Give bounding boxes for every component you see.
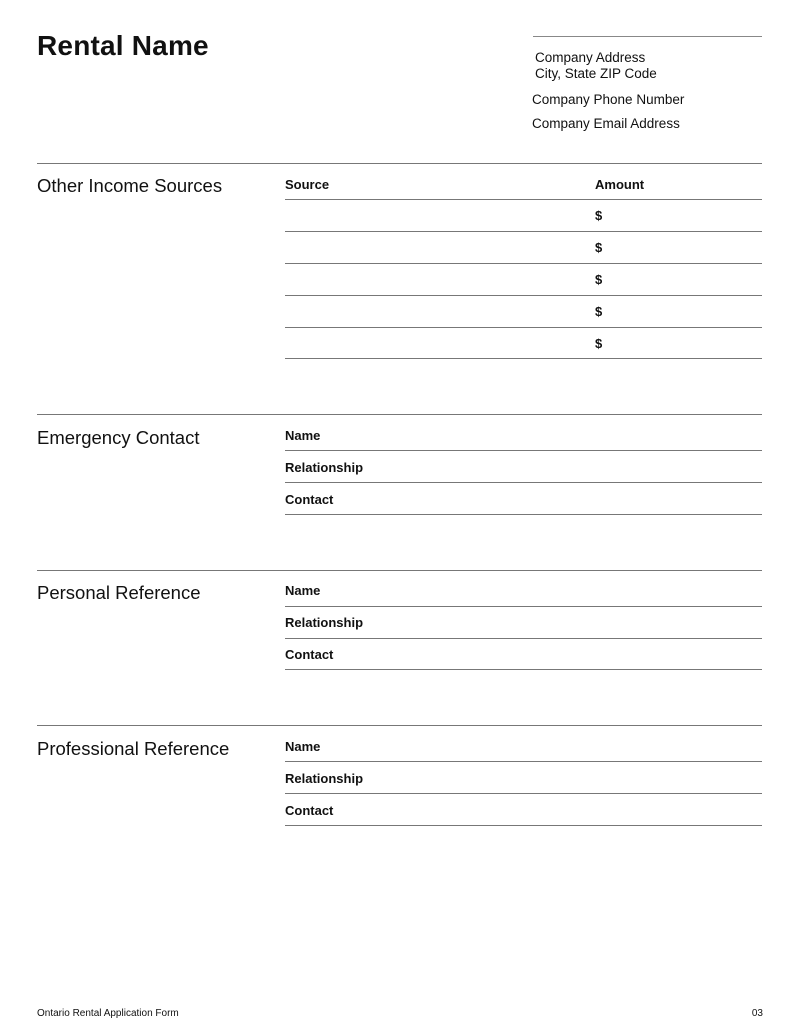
section-title-professional: Professional Reference bbox=[37, 738, 230, 759]
row-divider bbox=[285, 199, 762, 200]
section-title-income: Other Income Sources bbox=[37, 175, 223, 196]
company-divider bbox=[533, 36, 762, 37]
field-underline bbox=[285, 514, 762, 515]
section-divider bbox=[37, 414, 762, 415]
emergency-name-input[interactable] bbox=[370, 424, 764, 450]
column-header-amount: Amount bbox=[595, 177, 645, 192]
field-label-relationship: Relationship bbox=[285, 771, 364, 786]
currency-symbol: $ bbox=[595, 208, 603, 223]
income-amount-input-3[interactable] bbox=[607, 266, 761, 294]
currency-symbol: $ bbox=[595, 272, 603, 287]
income-source-input-1[interactable] bbox=[285, 202, 589, 230]
row-divider bbox=[285, 231, 762, 232]
field-label-contact: Contact bbox=[285, 492, 334, 507]
page-number: 03 bbox=[751, 1008, 763, 1019]
section-title-emergency: Emergency Contact bbox=[37, 427, 200, 448]
field-label-name: Name bbox=[285, 428, 321, 443]
section-divider bbox=[37, 570, 762, 571]
field-underline bbox=[285, 825, 762, 826]
field-label-contact: Contact bbox=[285, 647, 334, 662]
rental-name-title: Rental Name bbox=[37, 30, 209, 61]
section-divider bbox=[37, 163, 762, 164]
field-underline bbox=[285, 450, 762, 451]
income-source-input-2[interactable] bbox=[285, 234, 589, 262]
income-source-input-3[interactable] bbox=[285, 266, 589, 294]
field-underline bbox=[285, 761, 762, 762]
footer-form-name: Ontario Rental Application Form bbox=[37, 1008, 179, 1019]
income-source-input-5[interactable] bbox=[285, 330, 589, 358]
row-divider bbox=[285, 358, 762, 359]
row-divider bbox=[285, 263, 762, 264]
field-underline bbox=[285, 606, 762, 607]
column-header-source: Source bbox=[285, 177, 330, 192]
professional-name-input[interactable] bbox=[370, 735, 764, 761]
section-title-personal: Personal Reference bbox=[37, 582, 201, 603]
income-amount-input-2[interactable] bbox=[607, 234, 761, 262]
emergency-relationship-input[interactable] bbox=[370, 456, 764, 482]
professional-contact-input[interactable] bbox=[370, 799, 764, 825]
personal-contact-input[interactable] bbox=[370, 643, 764, 669]
company-city-state-zip: City, State ZIP Code bbox=[535, 66, 657, 81]
field-label-contact: Contact bbox=[285, 803, 334, 818]
income-source-input-4[interactable] bbox=[285, 298, 589, 326]
company-address: Company Address bbox=[535, 50, 646, 65]
company-email: Company Email Address bbox=[532, 116, 680, 131]
income-amount-input-5[interactable] bbox=[607, 330, 761, 358]
personal-name-input[interactable] bbox=[370, 579, 764, 605]
income-amount-input-4[interactable] bbox=[607, 298, 761, 326]
section-divider bbox=[37, 725, 762, 726]
professional-relationship-input[interactable] bbox=[370, 767, 764, 793]
currency-symbol: $ bbox=[595, 240, 603, 255]
field-label-relationship: Relationship bbox=[285, 460, 364, 475]
field-label-name: Name bbox=[285, 739, 321, 754]
company-phone: Company Phone Number bbox=[532, 92, 685, 107]
field-underline bbox=[285, 793, 762, 794]
row-divider bbox=[285, 295, 762, 296]
field-underline bbox=[285, 482, 762, 483]
field-underline bbox=[285, 638, 762, 639]
currency-symbol: $ bbox=[595, 304, 603, 319]
income-amount-input-1[interactable] bbox=[607, 202, 761, 230]
currency-symbol: $ bbox=[595, 336, 603, 351]
field-label-name: Name bbox=[285, 583, 321, 598]
emergency-contact-input[interactable] bbox=[370, 488, 764, 514]
field-label-relationship: Relationship bbox=[285, 615, 364, 630]
row-divider bbox=[285, 327, 762, 328]
field-underline bbox=[285, 669, 762, 670]
personal-relationship-input[interactable] bbox=[370, 611, 764, 637]
